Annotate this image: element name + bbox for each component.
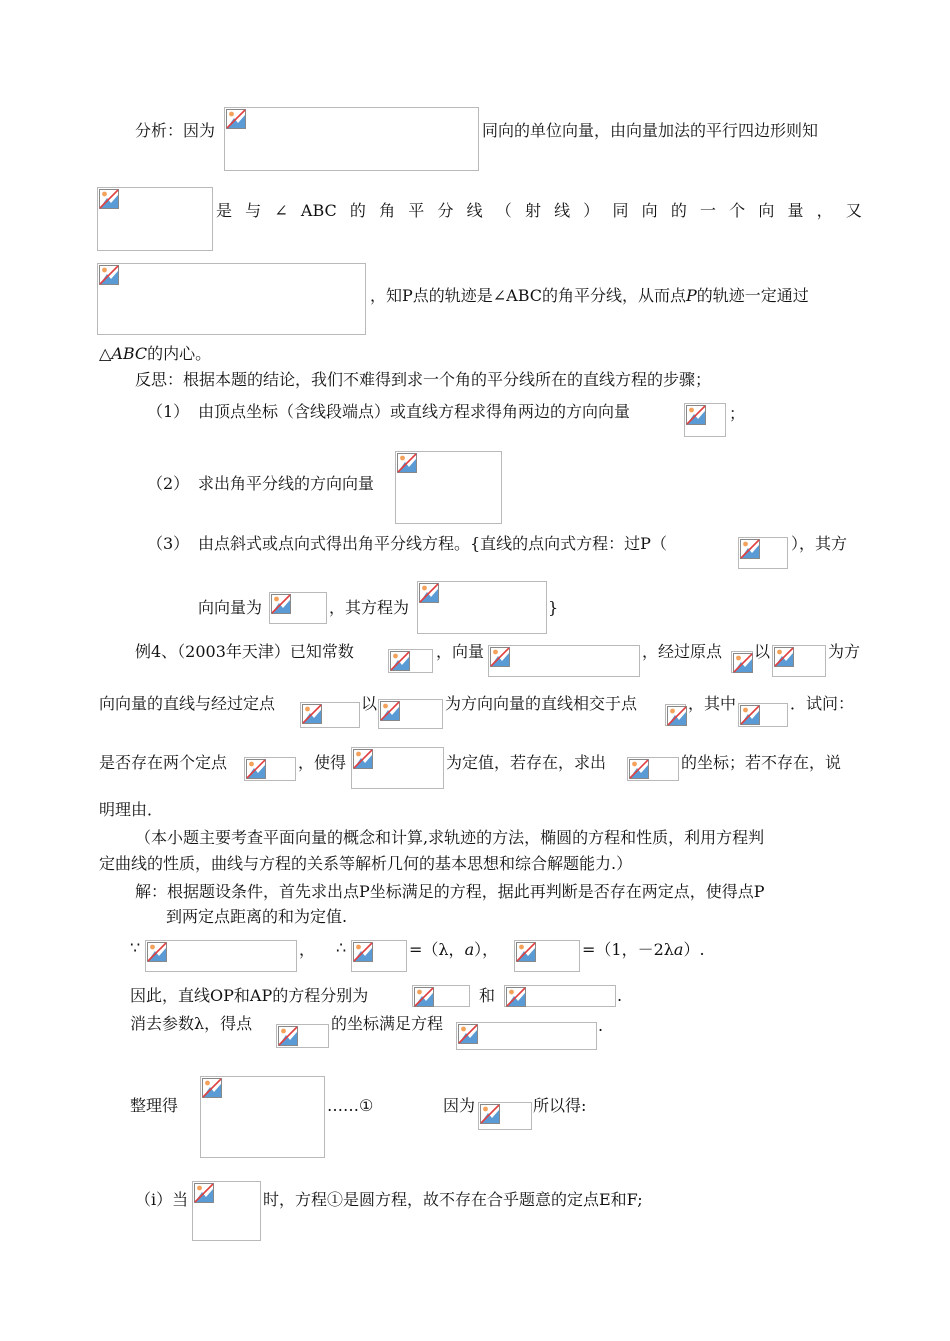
solution-elim-a: 消去参数λ，得点 — [130, 1014, 253, 1033]
analysis-line2-char: ABC — [300, 201, 337, 220]
broken-image-icon — [200, 1076, 325, 1158]
vector-ap-value: =（1，－2λa）. — [582, 940, 705, 959]
analysis-line1-tail: 同向的单位向量，由向量加法的平行四边形则知 — [482, 121, 819, 140]
analysis-line2-char: 的 — [349, 201, 366, 220]
solution-arrange: 整理得 — [130, 1096, 179, 1115]
step1-number: （1） — [147, 402, 190, 421]
example-p1d: 以 — [754, 642, 771, 661]
analysis-line2-char: 的 — [670, 201, 687, 220]
broken-image-icon — [244, 757, 296, 781]
solution-elim-end: . — [598, 1016, 604, 1035]
analysis-line2-char: ， — [816, 201, 833, 220]
broken-image-icon — [269, 592, 327, 624]
step3-line2b: ，其方程为 — [329, 598, 410, 617]
step3-line2c: } — [548, 598, 559, 617]
step2-number: （2） — [147, 474, 190, 493]
analysis-line2-char: （ — [495, 201, 512, 220]
analysis-line2-char: 向 — [758, 201, 775, 220]
broken-image-icon — [192, 1181, 261, 1241]
analysis-line2-char: 角 — [379, 201, 396, 220]
example-p3c: 为定值，若存在，求出 — [446, 753, 607, 772]
example-p3a: 是否存在两个定点 — [99, 753, 228, 772]
broken-image-icon — [224, 107, 479, 171]
example-note1: （本小题主要考查平面向量的概念和计算,求轨迹的方法，椭圆的方程和性质，利用方程判 — [135, 828, 765, 847]
analysis-line2-char: 个 — [729, 201, 746, 220]
broken-image-icon — [300, 702, 360, 728]
analysis-line2-char: 射 — [524, 201, 541, 220]
analysis-line2-char: 线 — [554, 201, 571, 220]
example-p1b: ，向量 — [436, 642, 485, 661]
solution-lines-end: . — [617, 986, 623, 1005]
analysis-line2-char: ） — [583, 201, 600, 220]
broken-image-icon — [97, 263, 366, 335]
example-p2b: 以 — [361, 694, 378, 713]
analysis-line2-char: 是 — [216, 201, 233, 220]
example-p4: 明理由． — [99, 800, 164, 819]
example-p3b: ，使得 — [298, 753, 347, 772]
broken-image-icon — [738, 703, 788, 727]
case-i-b: 时，方程①是圆方程，故不存在合乎题意的定点E和F; — [263, 1190, 643, 1209]
analysis-line2-char: 平 — [408, 201, 425, 220]
broken-image-icon — [351, 747, 444, 789]
analysis-line2-char: 与 — [245, 201, 262, 220]
broken-image-icon — [478, 1102, 532, 1130]
example-p1a: 例4、（2003年天津）已知常数 — [135, 642, 354, 661]
analysis-line2 — [216, 201, 862, 221]
therefore-symbol: ∴ — [336, 938, 347, 957]
analysis-line4: △ABC的内心。 — [99, 344, 212, 363]
analysis-line2-char: 线 — [466, 201, 483, 220]
broken-image-icon — [145, 940, 297, 972]
analysis-line2-char: 又 — [845, 201, 862, 220]
step3-mid: ），其方 — [791, 534, 848, 553]
broken-image-icon — [488, 645, 640, 677]
broken-image-icon — [504, 985, 616, 1007]
vector-op-value: =（λ，a）， — [409, 940, 499, 959]
solution-s2: 到两定点距离的和为定值. — [166, 907, 348, 926]
solution-since: 因为 — [443, 1096, 476, 1115]
example-p3d: 的坐标；若不存在，说 — [681, 753, 842, 772]
step3-line2a: 向向量为 — [198, 598, 263, 617]
broken-image-icon — [388, 649, 433, 673]
broken-image-icon — [772, 645, 826, 677]
reflection-intro: 反思：根据本题的结论，我们不难得到求一个角的平分线所在的直线方程的步骤； — [135, 370, 712, 389]
broken-image-icon — [665, 704, 686, 726]
broken-image-icon — [731, 651, 753, 673]
solution-lines-and: 和 — [479, 986, 496, 1005]
example-p1e: 为方 — [828, 642, 861, 661]
example-note2: 定曲线的性质，曲线与方程的关系等解析几何的基本思想和综合解题能力.） — [99, 854, 633, 873]
step1-end: ； — [729, 404, 746, 423]
analysis-label: 分析：因为 — [135, 121, 216, 140]
solution-comma: ， — [299, 940, 316, 959]
solution-elim-b: 的坐标满足方程 — [331, 1014, 444, 1033]
solution-s1: 解：根据题设条件，首先求出点P坐标满足的方程，据此再判断是否存在两定点，使得点P — [135, 882, 765, 901]
analysis-line2-char: 量 — [787, 201, 804, 220]
step3-text: 由点斜式或点向式得出角平分线方程。{直线的点向式方程：过P（ — [198, 534, 667, 553]
broken-image-icon — [738, 537, 788, 569]
broken-image-icon — [395, 451, 502, 524]
broken-image-icon — [276, 1024, 329, 1048]
example-p2c: 为方向向量的直线相交于点 — [445, 694, 638, 713]
broken-image-icon — [412, 985, 470, 1007]
broken-image-icon — [351, 940, 407, 972]
broken-image-icon — [627, 757, 679, 781]
broken-image-icon — [417, 581, 547, 634]
analysis-line2-char: 一 — [699, 201, 716, 220]
solution-so-get: 所以得: — [533, 1096, 587, 1115]
analysis-line2-char: 分 — [437, 201, 454, 220]
example-p2e: ．试问： — [790, 694, 855, 713]
step1-text: 由顶点坐标（含线段端点）或直线方程求得角两边的方向向量 — [198, 402, 631, 421]
case-i-a: （i）当 — [135, 1190, 189, 1209]
broken-image-icon — [378, 699, 443, 729]
example-p1c: ，经过原点 — [642, 642, 723, 661]
example-p2d: ，其中 — [688, 694, 737, 713]
analysis-line2-char: 同 — [612, 201, 629, 220]
analysis-line2-char: ∠ — [274, 201, 288, 220]
equation-marker-1: ……① — [327, 1096, 374, 1115]
broken-image-icon — [684, 403, 726, 437]
step2-text: 求出角平分线的方向向量 — [198, 474, 375, 493]
step3-number: （3） — [147, 534, 190, 553]
broken-image-icon — [456, 1022, 597, 1050]
analysis-line3-tail: ，知P点的轨迹是∠ABC的角平分线，从而点P的轨迹一定通过 — [370, 286, 809, 305]
broken-image-icon — [514, 940, 580, 972]
solution-lines-a: 因此，直线OP和AP的方程分别为 — [130, 986, 369, 1005]
broken-image-icon — [97, 187, 213, 251]
example-p2a: 向向量的直线与经过定点 — [99, 694, 276, 713]
because-symbol: ∵ — [130, 938, 141, 957]
analysis-line2-char: 向 — [641, 201, 658, 220]
